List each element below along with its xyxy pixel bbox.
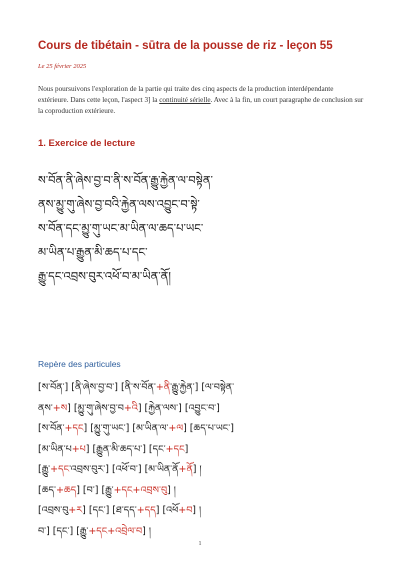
particle-highlight: +ར	[68, 505, 83, 516]
lesson-date: Le 25 février 2025	[38, 63, 87, 70]
particle-text: ] [རྐྱེན་ལས་] [འབྱུང་བ་]	[137, 402, 220, 414]
particle-text: ] །	[192, 464, 202, 475]
particle-text: [ཆད་	[38, 484, 56, 496]
intro-underlined-term: continuité sérielle	[159, 96, 211, 105]
particle-text: ] [དང་] [ཐ་དད་	[82, 505, 137, 516]
particle-highlight: +ཆད	[55, 484, 77, 496]
particle-highlight: +དད	[136, 505, 156, 516]
particle-line	[38, 440, 368, 461]
particle-text: བ་] [དང་] [རྒྱུ་	[38, 525, 89, 537]
particle-highlight: +དང	[64, 423, 84, 434]
page-number: 1	[198, 541, 202, 547]
particle-text: ་འབྲས་བུར་] [འཕོ་བ་] [མ་ཡིན་ནོ	[69, 464, 179, 475]
particle-text: [མ་ཡིན་པ	[38, 443, 72, 455]
particle-text: ] །	[142, 525, 151, 537]
tibetan-line: མ་ཡིན་པ་རྒྱུན་མི་ཆད་པ་དང་	[38, 245, 148, 259]
section-heading-reading: 1. Exercice de lecture	[38, 138, 136, 149]
particle-text: [ས་བོན་	[38, 423, 65, 434]
section-heading-particles: Repère des particules	[38, 359, 121, 369]
tibetan-line: རྒྱུ་དང་འབྲས་བུར་འཕོ་བ་མ་ཡིན་ནོ།	[38, 269, 171, 283]
intro-paragraph	[38, 84, 364, 118]
particle-highlight: +པ	[71, 443, 86, 455]
particle-highlight: +ནོ	[178, 464, 193, 475]
particle-line	[38, 522, 368, 543]
particle-text: ] [མྱུ་གུ་ཞེས་བྱ་བ	[67, 402, 124, 414]
intro-text-start: Nous poursuivons l'exploration de la partie qui traite des cinq aspects de la production interdépendante extérieure. Dans cette leçon, l'aspect 3] la	[38, 85, 334, 105]
particle-highlight: +དང	[113, 484, 133, 496]
particle-text: ] །	[167, 484, 176, 496]
tibetan-line: ས་བོན་ནི་ཞེས་བྱ་བ་ནི་ས་བོན་རྒྱུ་རྐྱེན་ལ་བསྟེན་	[38, 173, 213, 187]
tibetan-line: ས་བོན་དང་མྱུ་གུ་ཡང་མ་ཡིན་ལ་ཆད་པ་ཡང་	[38, 221, 204, 235]
particles-breakdown	[38, 378, 368, 542]
particle-text: ] [བ་] [རྒྱུ་	[76, 484, 114, 496]
particle-text: ་རྒྱུ་རྐྱེན་] [ལ་བསྟེན་	[170, 382, 235, 393]
particle-text: [རྒྱུ་	[38, 464, 51, 475]
particle-text: ]	[184, 443, 189, 455]
page-title: Cours de tibétain - sūtra de la pousse de riz - leçon 55	[38, 40, 333, 52]
particle-text: [ས་བོན་] [ནི་ཞེས་བྱ་བ་] [ནི་ས་བོན་	[38, 382, 156, 393]
particle-text: ] [ཆད་པ་ཡང་]	[183, 423, 234, 434]
particle-text: [འབྲས་བུ	[38, 505, 69, 516]
particle-highlight: +དང	[88, 525, 108, 537]
particle-highlight: +དང	[50, 464, 70, 475]
particle-highlight: +ནི	[155, 382, 171, 393]
particle-line	[38, 501, 368, 522]
particle-line	[38, 481, 368, 502]
particle-highlight: +ས	[52, 402, 68, 414]
particle-line	[38, 378, 368, 399]
particle-line	[38, 460, 368, 481]
reading-exercise	[38, 168, 368, 288]
intro-text-end: . Avec à la fin, un court paragraphe de conclusion sur la coproduction extérieure.	[38, 96, 364, 116]
particle-text: ནས་	[38, 402, 53, 414]
particle-highlight: +འི	[123, 402, 138, 414]
particle-highlight: +འབྲས་བུ	[132, 484, 168, 496]
particle-text: ] །	[192, 505, 202, 516]
tibetan-line: ནས་མྱུ་གུ་ཞེས་བྱ་བའི་རྐྱེན་ལས་འབྱུང་བ་སྟེ་	[38, 197, 200, 211]
particle-highlight: +འབྲེལ་བ	[107, 525, 143, 537]
particle-text: ] [རྒྱུན་མི་ཆད་པ་] [དང་	[85, 443, 166, 455]
particle-text: ] [འཕོ	[155, 505, 179, 516]
particle-highlight: +དང	[165, 443, 185, 455]
particle-text: ] [མྱུ་གུ་ཡང་] [མ་ཡིན་ལ་	[83, 423, 169, 434]
particle-highlight: +ལ	[168, 423, 184, 434]
particle-line	[38, 399, 368, 420]
particle-highlight: +བ	[178, 505, 193, 516]
particle-line	[38, 419, 368, 440]
